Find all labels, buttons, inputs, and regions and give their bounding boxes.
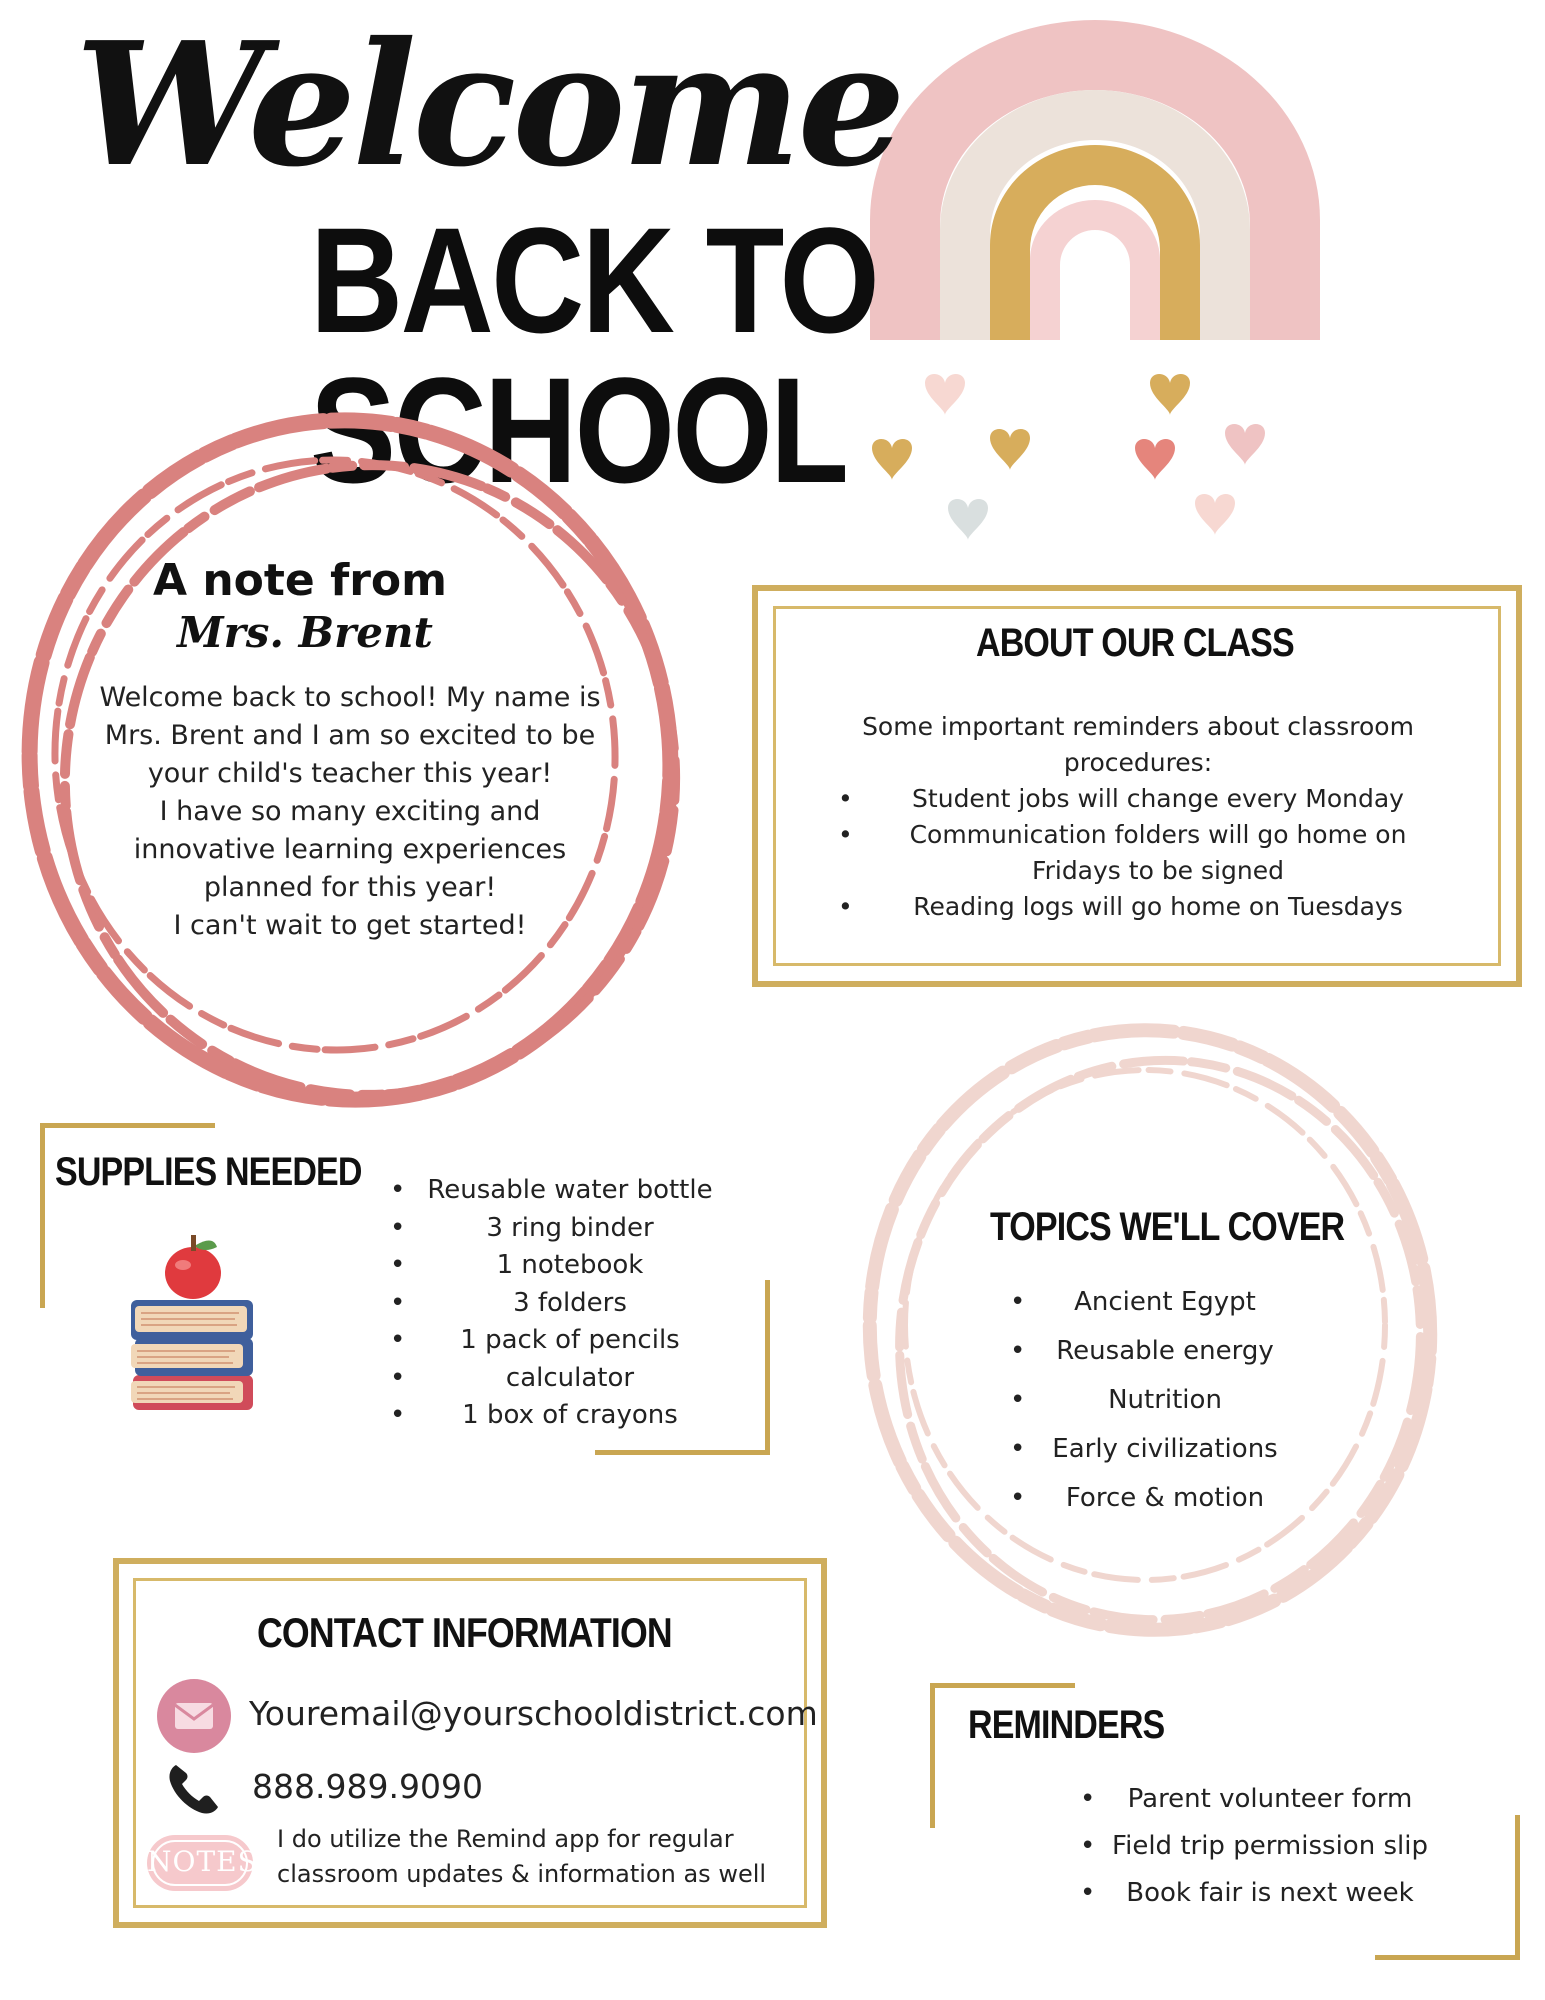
list-item [1075,1776,1435,1823]
about-intro-line2: procedures: [1063,748,1213,777]
topic-item: Force & motion [1065,1483,1265,1513]
phone-icon [164,1759,224,1819]
bullet-icon: • [838,784,853,813]
bullet-icon: • [1010,1336,1026,1366]
list-item [1075,1870,1435,1917]
reminder-item: Parent volunteer form [1127,1784,1413,1814]
welcome-title: Welcome [75,5,902,205]
reminders-heading: REMINDERS [968,1703,1165,1747]
topic-item: Reusable energy [1056,1336,1274,1366]
about-list [788,781,1488,925]
email-link[interactable]: Youremail@yourschooldistrict.com [249,1694,818,1733]
note-title-line1: A note from [152,555,448,606]
list-item [788,889,1488,925]
bullet-icon: • [390,1400,406,1430]
note-line: Welcome back to school! My name is [99,682,601,713]
bullet-icon: • [1010,1385,1026,1415]
back-to-school-title: BACK TO SCHOOL [310,196,878,514]
bullet-icon: • [838,820,853,849]
about-class-heading: ABOUT OUR CLASS [976,621,1294,665]
apple-books-icon [125,1225,265,1425]
list-item [1005,1425,1295,1474]
supply-item: 1 box of crayons [462,1400,678,1430]
notes-label: NOTES [147,1845,258,1878]
bullet-icon: • [1080,1878,1096,1908]
remind-line2: classroom updates & information as well [277,1860,767,1888]
note-line: innovative learning experiences [133,834,567,865]
list-item [1075,1823,1435,1870]
list-item [385,1172,725,1210]
note-line: I can't wait to get started! [173,910,527,941]
list-item [385,1285,725,1323]
note-section [80,555,620,945]
list-item [385,1210,725,1248]
supply-item: 1 pack of pencils [460,1325,680,1355]
bullet-icon: • [390,1362,406,1393]
notes-badge [147,1835,258,1891]
heart-icon [948,499,988,540]
about-item: Reading logs will go home on Tuesdays [913,892,1403,921]
about-item: Student jobs will change every Monday [912,784,1404,813]
topics-list [1005,1278,1295,1523]
note-body [80,679,620,945]
supply-item: Reusable water bottle [427,1175,713,1205]
bullet-icon: • [1010,1287,1026,1317]
bullet-icon: • [838,892,853,921]
list-item [385,1247,725,1285]
reminder-item: Field trip permission slip [1112,1831,1428,1861]
about-intro-line1: Some important reminders about classroom [862,712,1414,741]
about-item: Communication folders will go home on [909,820,1407,849]
bullet-icon: • [1080,1831,1096,1861]
supplies-heading: SUPPLIES NEEDED [55,1150,362,1194]
bullet-icon: • [390,1212,406,1243]
bullet-icon: • [1080,1784,1096,1814]
list-item [1005,1376,1295,1425]
note-line: planned for this year! [203,872,497,903]
bullet-icon: • [390,1250,406,1280]
supply-item: 3 ring binder [486,1212,654,1243]
supply-item: calculator [505,1362,635,1393]
topic-item: Nutrition [1108,1385,1222,1415]
reminders-list [1075,1776,1435,1917]
note-line: your child's teacher this year! [147,758,553,789]
about-item-continuation: Fridays to be signed [1032,856,1284,885]
topics-heading: TOPICS WE'LL COVER [990,1205,1345,1249]
bullet-icon: • [390,1287,406,1318]
about-intro [788,709,1488,781]
supplies-list [385,1172,725,1435]
bullet-icon: • [1010,1434,1026,1464]
list-item [788,817,1488,853]
note-line: Mrs. Brent and I am so excited to be [104,720,596,751]
list-item [1005,1474,1295,1523]
topic-item: Ancient Egypt [1074,1287,1256,1317]
list-item [788,781,1488,817]
supply-item: 1 notebook [496,1250,644,1280]
note-title-line2: Mrs. Brent [177,608,433,657]
list-item [1005,1327,1295,1376]
remind-line1: I do utilize the Remind app for regular [277,1825,734,1853]
list-item [385,1360,725,1398]
list-item [385,1322,725,1360]
about-class-frame [752,585,1522,987]
contact-frame [113,1558,827,1928]
reminder-item: Book fair is next week [1126,1878,1414,1908]
bullet-icon: • [390,1325,406,1355]
contact-heading: CONTACT INFORMATION [257,1609,672,1656]
phone-number: 888.989.9090 [252,1767,483,1806]
list-item [1005,1278,1295,1327]
list-item [385,1397,725,1435]
bullet-icon: • [390,1175,406,1205]
remind-note [277,1822,766,1892]
topic-item: Early civilizations [1052,1434,1278,1464]
note-line: I have so many exciting and [159,796,541,827]
supply-item: 3 folders [513,1287,627,1318]
bullet-icon: • [1010,1483,1026,1513]
mail-icon [157,1679,231,1753]
